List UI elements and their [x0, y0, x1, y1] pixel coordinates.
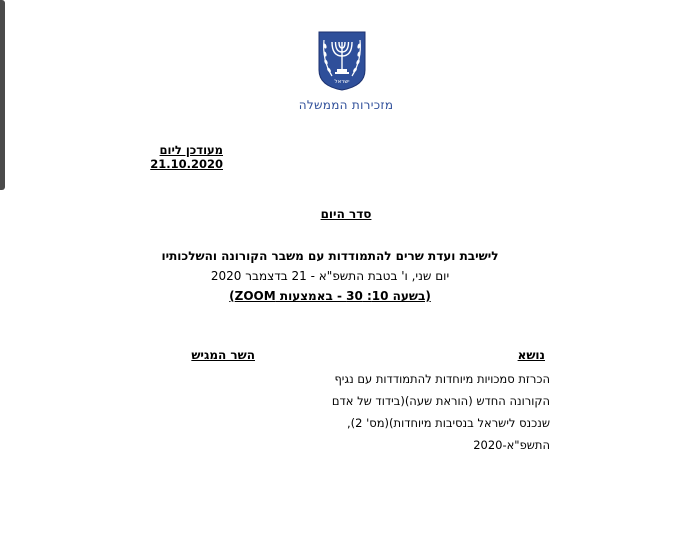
subject-line: הקורונה החדש (הוראת שעה)(בידוד של אדם	[331, 394, 550, 408]
subject-line: שנכנס לישראל בנסיבות מיוחדות)(מס' 2),	[346, 416, 550, 430]
agenda-item-subject	[310, 368, 550, 456]
updated-date: מעודכן ליום 21.10.2020	[150, 143, 223, 171]
emblem-text: ישראל	[334, 79, 350, 85]
meeting-details	[160, 246, 500, 306]
meeting-date: יום שני, ו' בטבת התשפ"א - 21 בדצמבר 2020	[210, 269, 450, 283]
state-emblem-menorah-icon	[316, 30, 368, 92]
office-name: מזכירות הממשלה	[298, 98, 394, 112]
subject-column-header: נושא	[517, 348, 545, 362]
meeting-title: לישיבת ועדת שרים להתמודדות עם משבר הקורונה והשלכותיו	[161, 249, 499, 263]
presenting-minister-column-header: השר המגיש	[191, 348, 255, 362]
subject-line: התשפ"א-2020	[473, 438, 550, 452]
window-edge	[0, 0, 5, 190]
meeting-time: (בשעה 10: 30 - באמצעות ZOOM)	[229, 289, 431, 303]
agenda-title: סדר היום	[320, 207, 372, 221]
subject-line: הכרזת סמכויות מיוחדות להתמודדות עם נגיף	[334, 372, 550, 386]
